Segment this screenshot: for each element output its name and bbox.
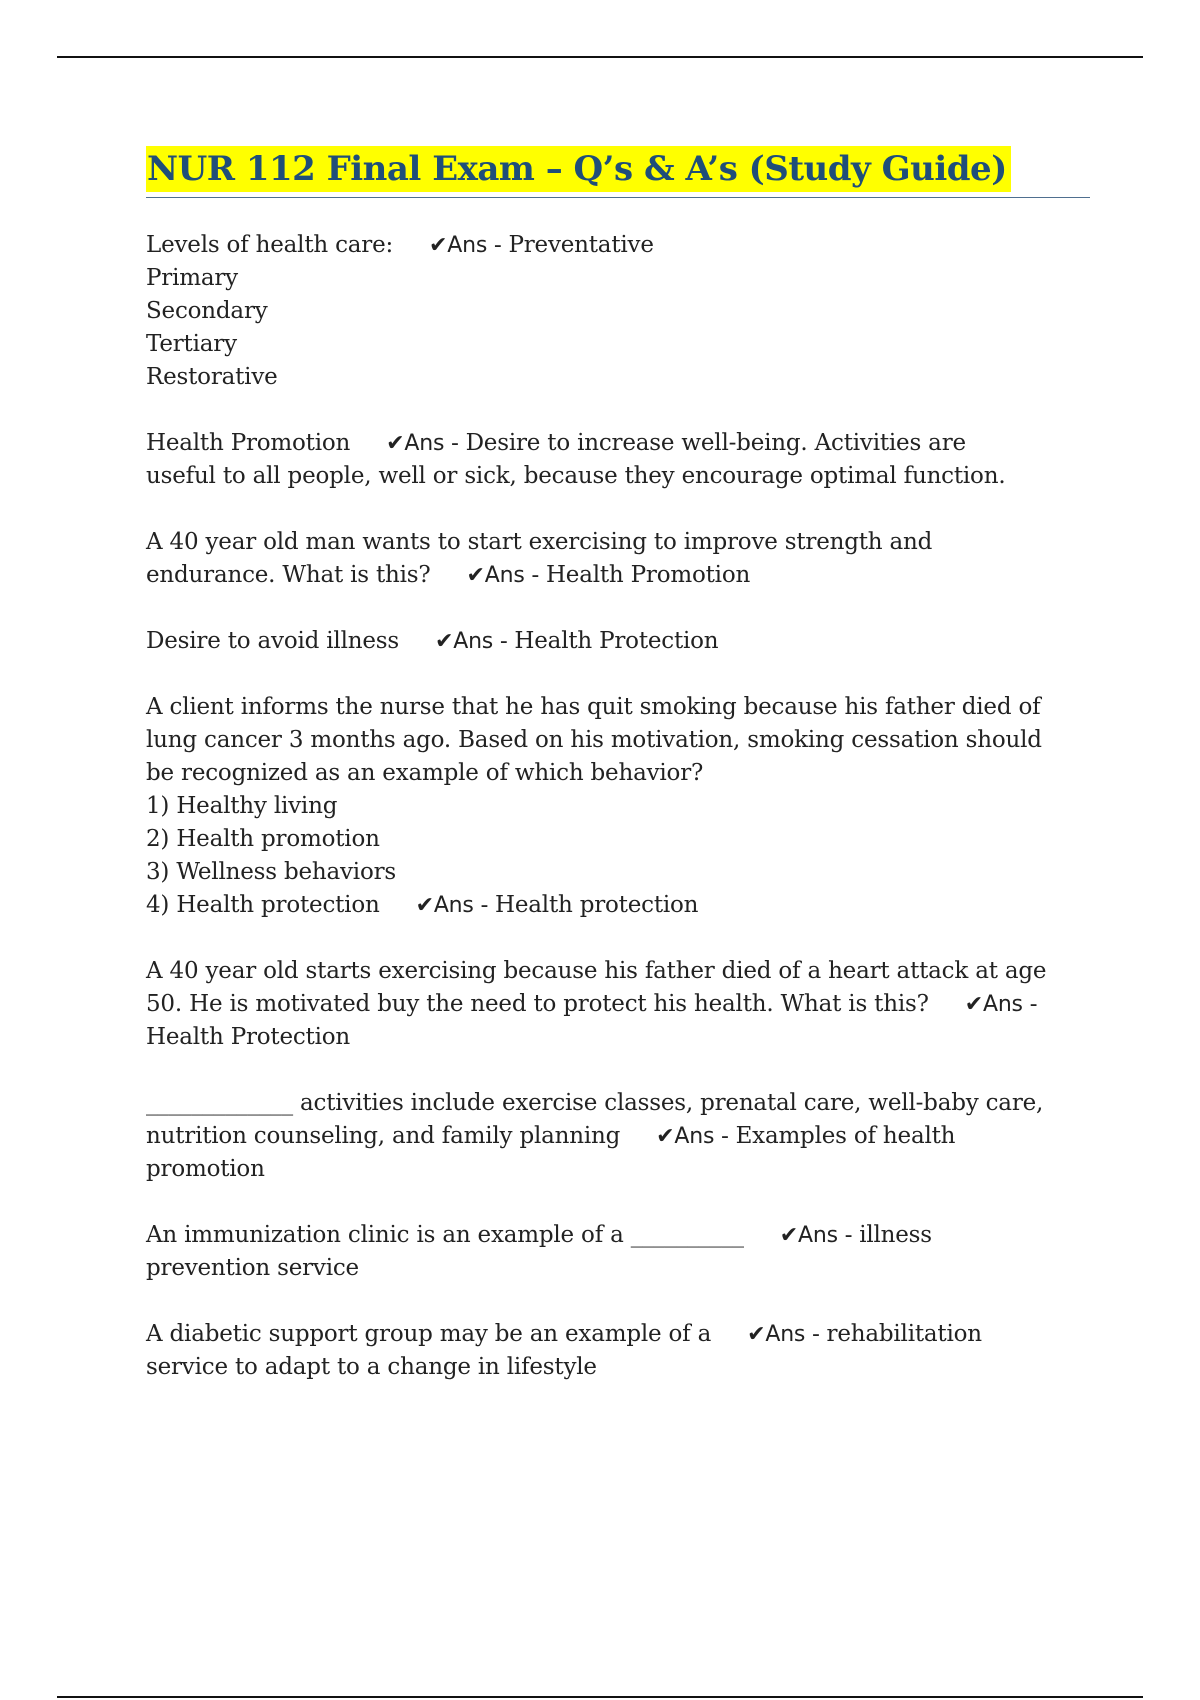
question-text-continued: nutrition counseling, and family planning	[146, 1123, 621, 1149]
question-text-continued: endurance. What is this?	[146, 562, 431, 588]
qa-item-health-promotion	[146, 427, 1090, 493]
answer-text: rehabilitation	[826, 1321, 982, 1347]
question-text: Levels of health care:	[146, 232, 394, 258]
qa-item-avoid-illness	[146, 625, 1090, 658]
question-text: _____________ activities include exercise classes, prenatal care, well-baby care,	[146, 1090, 1044, 1116]
qa-item-activities-blank	[146, 1087, 1090, 1186]
qa-item-immunization-clinic	[146, 1219, 1090, 1285]
answer-marker: ✔Ans -	[656, 1124, 736, 1149]
list-item: Primary	[146, 265, 238, 291]
question-text: A diabetic support group may be an example of a	[146, 1321, 712, 1347]
answer-text-continued: useful to all people, well or sick, because they encourage optimal function.	[146, 463, 1006, 489]
answer-marker: ✔Ans -	[434, 629, 515, 654]
answer-marker: ✔Ans -	[386, 431, 466, 456]
list-item: Secondary	[146, 298, 268, 324]
document-body	[146, 146, 1090, 1417]
top-rule	[57, 56, 1143, 58]
answer-marker: ✔Ans -	[747, 1322, 827, 1347]
option-item: 3) Wellness behaviors	[146, 859, 397, 885]
qa-item-diabetic-support	[146, 1318, 1090, 1384]
answer-marker: ✔Ans -	[779, 1223, 860, 1248]
question-text-continued: 50. He is motivated buy the need to protect his health. What is this?	[146, 991, 929, 1017]
answer-marker: ✔Ans -	[466, 563, 546, 588]
answer-text-continued: promotion	[146, 1156, 265, 1182]
qa-item-levels-of-care	[146, 229, 1090, 394]
qa-item-exercise-strength	[146, 526, 1090, 592]
option-item: 2) Health promotion	[146, 826, 380, 852]
answer-text: illness	[859, 1222, 932, 1248]
title-block	[146, 146, 1090, 198]
answer-text: Desire to increase well-being. Activities are	[465, 430, 966, 456]
qa-item-smoking-cessation	[146, 691, 1090, 922]
qa-item-heart-attack	[146, 955, 1090, 1054]
answer-text-continued: service to adapt to a change in lifestyle	[146, 1354, 597, 1380]
list-item: Tertiary	[146, 331, 237, 357]
answer-text: Examples of health	[735, 1123, 956, 1149]
answer-marker: ✔Ans -	[415, 893, 496, 918]
answer-marker: ✔Ans -	[429, 233, 509, 258]
list-item: Restorative	[146, 364, 278, 390]
answer-text: Health protection	[495, 892, 699, 918]
question-text-continued: lung cancer 3 months ago. Based on his motivation, smoking cessation should	[146, 727, 1042, 753]
question-text: Desire to avoid illness	[146, 628, 399, 654]
answer-text: Health Protection	[514, 628, 719, 654]
answer-text-continued: prevention service	[146, 1255, 359, 1281]
question-text-continued: be recognized as an example of which behavior?	[146, 760, 704, 786]
question-text: A 40 year old man wants to start exercising to improve strength and	[146, 529, 933, 555]
question-text: A client informs the nurse that he has quit smoking because his father died of	[146, 694, 1041, 720]
answer-marker: ✔Ans -	[964, 992, 1038, 1017]
question-text: A 40 year old starts exercising because his father died of a heart attack at age	[146, 958, 1047, 984]
answer-text: Health Promotion	[545, 562, 751, 588]
option-item: 4) Health protection	[146, 892, 380, 918]
answer-text: Preventative	[508, 232, 654, 258]
bottom-rule	[57, 1696, 1143, 1698]
answer-text: Health Protection	[146, 1024, 351, 1050]
question-text: Health Promotion	[146, 430, 351, 456]
question-text: An immunization clinic is an example of a __________	[146, 1222, 744, 1248]
option-item: 1) Healthy living	[146, 793, 338, 819]
document-title: NUR 112 Final Exam – Q’s & A’s (Study Guide)	[146, 146, 1011, 192]
